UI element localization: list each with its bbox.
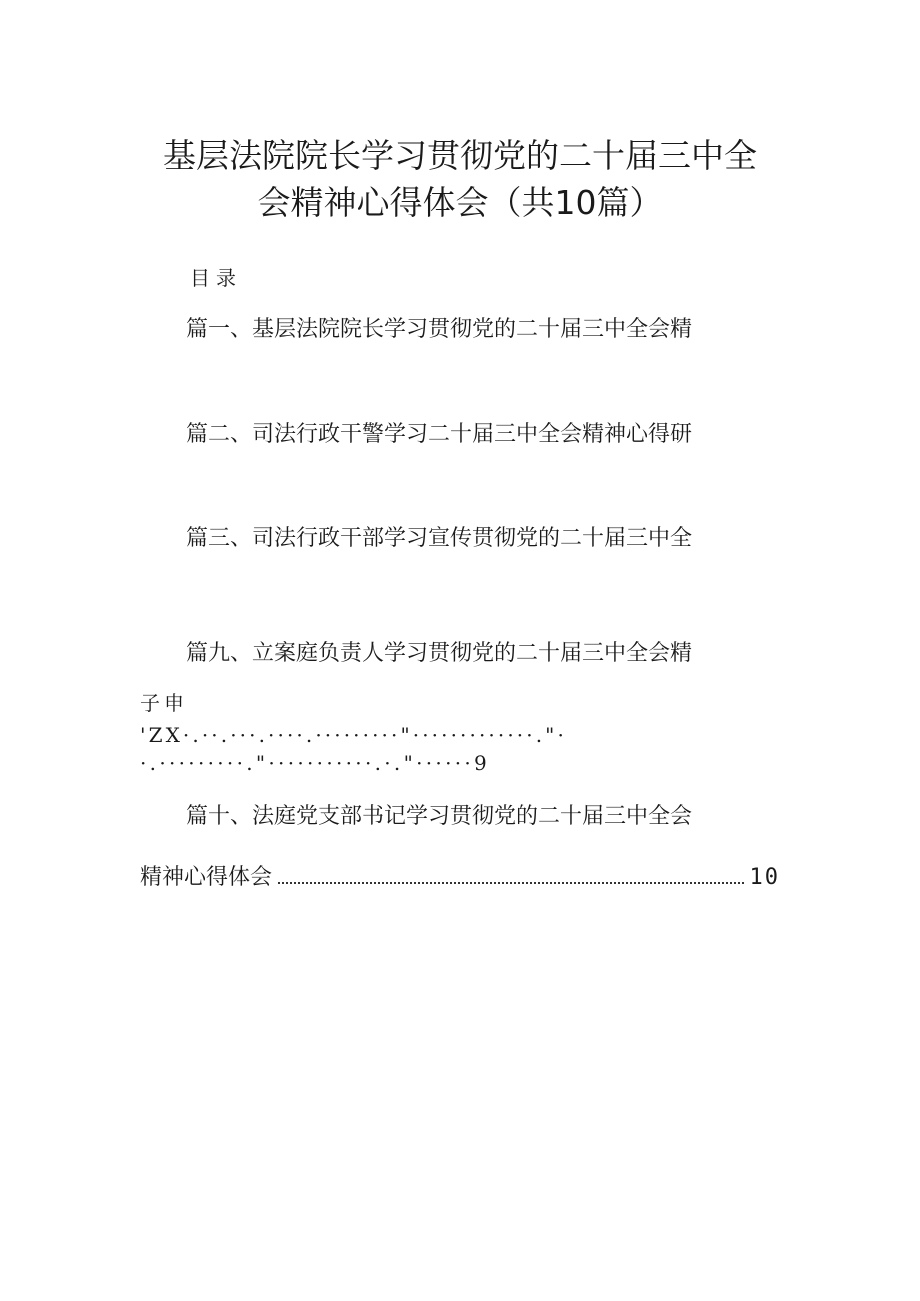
- ocr-garbled-text-1: 子申: [140, 691, 188, 715]
- ocr-garbled-text-2: 'ZX·.··.···.····.·········"·············."·: [140, 723, 567, 747]
- page-number: 10: [749, 865, 780, 890]
- toc-entry-2[interactable]: 篇二、司法行政干警学习二十届三中全会精神心得研: [186, 422, 693, 447]
- document-title-line-2: 会精神心得体会（共10篇）: [257, 183, 663, 222]
- toc-entry-1[interactable]: 篇一、基层法院院长学习贯彻党的二十届三中全会精: [186, 317, 693, 342]
- toc-entry-10[interactable]: 篇十、法庭党支部书记学习贯彻党的二十届三中全会: [186, 804, 693, 829]
- toc-heading: 目录: [190, 266, 242, 290]
- toc-entry-10-text: 精神心得体会: [140, 865, 273, 890]
- toc-entry-10-continuation[interactable]: [140, 860, 780, 890]
- toc-entry-9[interactable]: 篇九、立案庭负责人学习贯彻党的二十届三中全会精: [186, 641, 693, 666]
- document-title-line-1: 基层法院院长学习贯彻党的二十届三中全: [163, 136, 757, 175]
- ocr-garbled-text-3: ·.·········."···········.·."······9: [140, 751, 491, 775]
- toc-entry-3[interactable]: 篇三、司法行政干部学习宣传贯彻党的二十届三中全: [186, 526, 693, 551]
- dot-leader: [278, 881, 743, 884]
